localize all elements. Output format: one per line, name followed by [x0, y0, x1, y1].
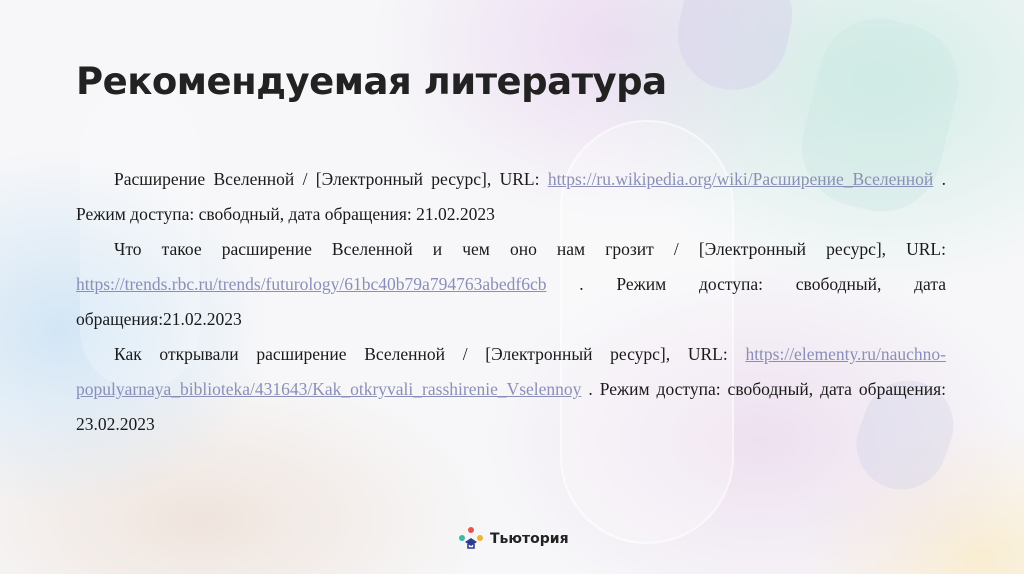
reference-text: Как открывали расширение Вселенной / [Электронный ресурс], URL: — [114, 344, 746, 364]
reference-item — [76, 232, 946, 337]
references-list — [76, 162, 946, 442]
tutoria-logo-icon — [458, 526, 484, 552]
slide-title: Рекомендуемая литература — [76, 60, 667, 103]
reference-link[interactable]: https://ru.wikipedia.org/wiki/Расширение_Вселенной — [547, 169, 934, 189]
reference-text: . Режим доступа: свободный, дата обращения: 23.02.2023 — [76, 379, 946, 434]
reference-link[interactable]: https://elementy.ru/nauchno-populyarnaya_biblioteka/431643/Kak_otkryvali_rasshirenie_Vselennoy — [76, 344, 946, 399]
footer-logo — [458, 526, 569, 552]
reference-text: Расширение Вселенной / [Электронный ресурс], URL: — [114, 169, 548, 189]
reference-text: . Режим доступа: свободный, дата обращения:21.02.2023 — [76, 274, 946, 329]
reference-item — [76, 162, 946, 232]
reference-text: . Режим доступа: свободный, дата обращения: 21.02.2023 — [76, 169, 946, 224]
brand-name: Тьютория — [490, 531, 569, 547]
reference-text: Что такое расширение Вселенной и чем оно нам грозит / [Электронный ресурс], URL: — [114, 239, 946, 259]
reference-item — [76, 337, 946, 442]
reference-link[interactable]: https://trends.rbc.ru/trends/futurology/61bc40b79a794763abedf6cb — [76, 274, 547, 294]
